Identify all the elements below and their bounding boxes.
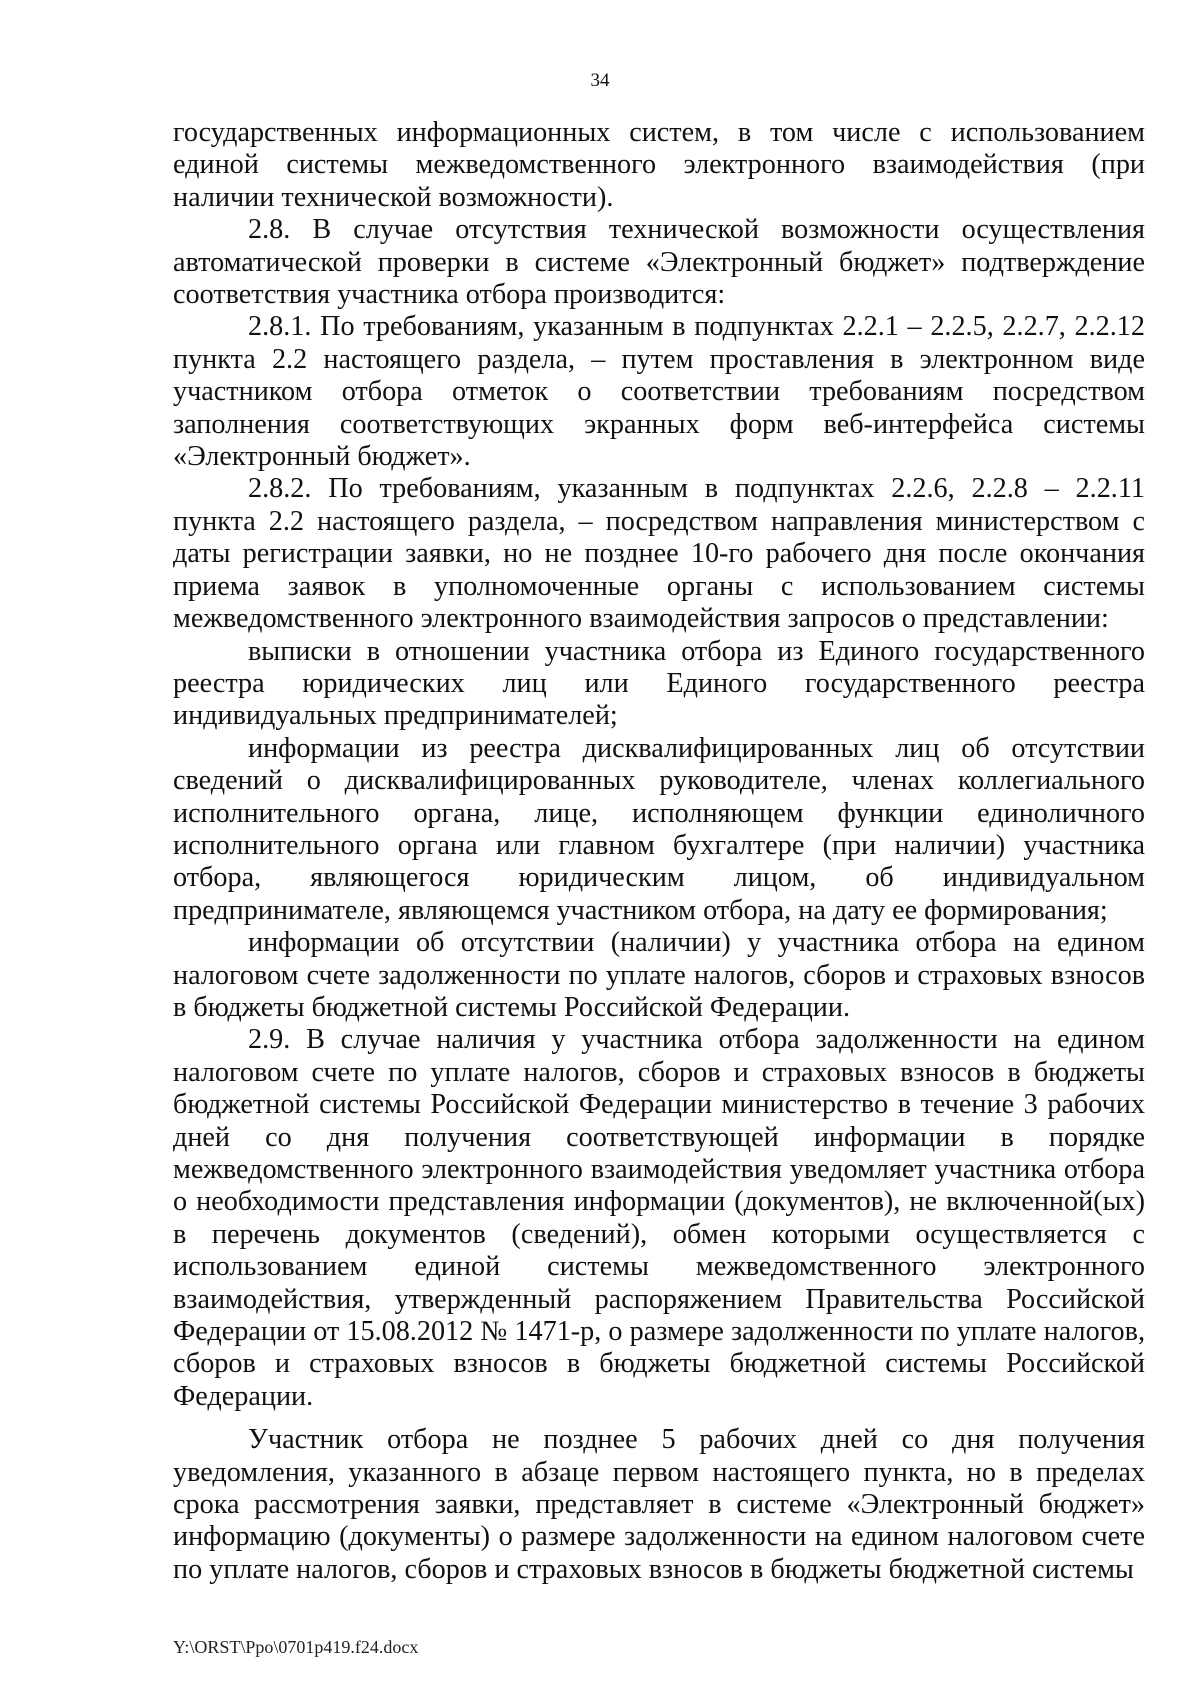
paragraph-2-8: 2.8. В случае отсутствия технической возможности осуществления автоматической проверки в системе «Электронный бюджет» подтверждение соответствия участника отбора производится: <box>173 214 1145 311</box>
document-body <box>173 117 1145 1586</box>
paragraph-2-8-2: 2.8.2. По требованиям, указанным в подпунктах 2.2.6, 2.2.8 – 2.2.11 пункта 2.2 настоящего раздела, – посредством направления министерством с даты регистрации заявки, но не позднее 10-го рабочего дня после окончания приема заявок в уполномоченные органы с использованием системы межведомственного электронного взаимодействия запросов о представлении: <box>173 473 1145 635</box>
paragraph-participant-obligation: Участник отбора не позднее 5 рабочих дней со дня получения уведомления, указанного в абзаце первом настоящего пункта, но в пределах срока рассмотрения заявки, представляет в системе «Электронный бюджет» информацию (документы) о размере задолженности на едином налоговом счете по уплате налогов, сборов и страховых взносов в бюджеты бюджетной системы <box>173 1424 1145 1585</box>
paragraph-disqualified-registry: информации из реестра дисквалифицированных лиц об отсутствии сведений о дисквалифицированных руководителе, членах коллегиального исполнительного органа, лице, исполняющем функции единоличного исполнительного органа или главном бухгалтере (при наличии) участника отбора, являющегося юридическим лицом, об индивидуальном предпринимателе, являющемся участником отбора, на дату ее формирования; <box>173 732 1145 926</box>
paragraph-2-8-1: 2.8.1. По требованиям, указанным в подпунктах 2.2.1 – 2.2.5, 2.2.7, 2.2.12 пункта 2.2 настоящего раздела, – путем проставления в электронном виде участником отбора отметок о соответствии требованиям посредством заполнения соответствующих экранных форм веб-интерфейса системы «Электронный бюджет». <box>173 311 1145 473</box>
paragraph-continuation: государственных информационных систем, в том числе с использованием единой системы межведомственного электронного взаимодействия (при наличии технической возможности). <box>173 117 1145 213</box>
footer-file-path: Y:\ORST\Ppo\0701p419.f24.docx <box>173 1637 419 1657</box>
paragraph-egrul-extract: выписки в отношении участника отбора из Единого государственного реестра юридических лиц или Единого государственного реестра индивидуальных предпринимателей; <box>173 635 1145 732</box>
paragraph-2-9: 2.9. В случае наличия у участника отбора задолженности на едином налоговом счете по уплате налогов, сборов и страховых взносов в бюджеты бюджетной системы Российской Федерации министерство в течение 3 рабочих дней со дня получения соответствующей информации в порядке межведомственного электронного взаимодействия уведомляет участника отбора о необходимости представления информации (документов), не включенной(ых) в перечень документов (сведений), обмен которыми осуществляется с использованием единой системы межведомственного электронного взаимодействия, утвержденный распоряжением Правительства Российской Федерации от 15.08.2012 № 1471-р, о размере задолженности по уплате налогов, сборов и страховых взносов в бюджеты бюджетной системы Российской Федерации. <box>173 1024 1145 1412</box>
paragraph-tax-debt-info: информации об отсутствии (наличии) у участника отбора на едином налоговом счете задолженности по уплате налогов, сборов и страховых взносов в бюджеты бюджетной системы Российской Федерации. <box>173 927 1145 1023</box>
page-number: 34 <box>590 70 610 91</box>
